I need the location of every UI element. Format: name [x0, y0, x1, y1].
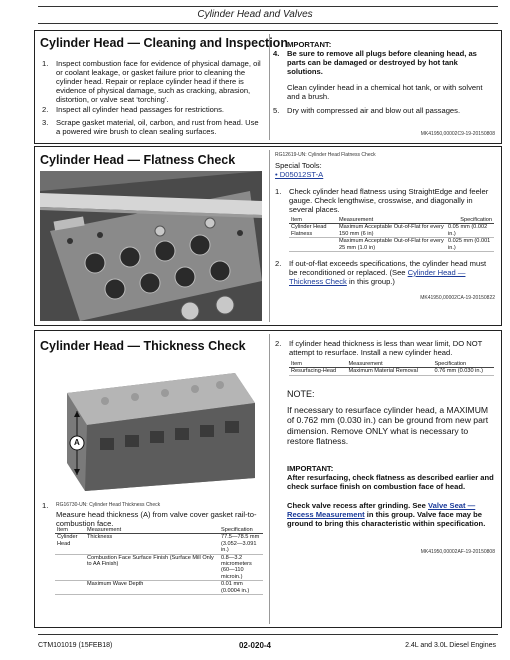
- resurfacing-spec-table: [289, 361, 494, 376]
- section-thickness: [34, 330, 502, 628]
- image-caption: RG16730-UN: Cylinder Head Thickness Check: [56, 502, 161, 508]
- table-header: Specification: [446, 217, 494, 224]
- table-row: Maximum Acceptable Out-of-Flat for every 25 mm (1.0 in) 0.025 mm (0.001 in.): [289, 238, 494, 252]
- footer-rule: [38, 634, 498, 635]
- footer-manual-id: CTM101019 (15FEB18): [38, 642, 113, 649]
- flatness-spec-table: [289, 217, 494, 252]
- table-header-row: Item Measurement Specification: [289, 361, 494, 368]
- footer-page-number: 02-020-4: [238, 641, 272, 650]
- cleaning-step-4-detail: Clean cylinder head in a chemical hot tank, or with solvent and a brush.: [287, 83, 483, 101]
- section-title-cleaning: Cylinder Head — Cleaning and Inspection: [40, 36, 288, 50]
- cleaning-step-2: 2. Inspect all cylinder head passages for restrictions.: [42, 105, 224, 114]
- cleaning-step-5: 5. Dry with compressed air and blow out all passages.: [273, 106, 461, 115]
- table-header: Item: [289, 217, 337, 224]
- header-rule-bottom: [38, 23, 498, 24]
- cleaning-step-4: 4. Be sure to remove all plugs before cleaning head, as parts can be damaged or destroyed by hot tank solutions.: [273, 49, 477, 76]
- column-divider: [269, 150, 270, 322]
- important-label: IMPORTANT:: [285, 40, 332, 49]
- cleaning-step-1: 1. Inspect combustion face for evidence of physical damage, oil or coolant leakage, or gasket failure prior to cleaning the cylinder head. Repair or replace cylinder head if there is evidence of physical damage, such as cracking, abrasion, distortion, or valve seat ‘torching’.: [42, 59, 261, 104]
- doc-reference: MK41950,00002C9-19-20150808: [420, 131, 495, 137]
- table-row: Cylinder Head Flatness Maximum Acceptable Out-of-Flat for every 150 mm (6 in) 0.05 mm (0.002 in.): [289, 224, 494, 238]
- flatness-step-1: 1. Check cylinder head flatness using StraightEdge and feeler gauge. Check lengthwise, crosswise, and diagonally in several places.: [275, 187, 489, 214]
- table-header-row: [289, 217, 494, 224]
- table-row: Combustion Face Surface Finish (Surface Mill Only to AA Finish) 0.8—3.2 micrometers (60—110 microin.): [55, 554, 263, 581]
- footer-engine-name: 2.4L and 3.0L Diesel Engines: [405, 642, 496, 649]
- flatness-check-image: [40, 171, 262, 321]
- cylinder-head-side-illustration: [55, 363, 260, 493]
- table-header-row: Item Measurement Specification: [55, 527, 263, 534]
- important-label: IMPORTANT:: [287, 464, 334, 473]
- cylinder-head-straightedge-illustration: [40, 171, 262, 321]
- table-row: Cylinder Head Thickness 77.5—78.5 mm (3.052—3.091 in.): [55, 534, 263, 554]
- column-divider: [269, 334, 270, 624]
- table-header: Measurement: [337, 217, 446, 224]
- table-row: Resurfacing-Head Maximum Material Removal 0.76 mm (0.030 in.): [289, 368, 494, 375]
- important-text-valve-recess: Check valve recess after grinding. See Valve Seat — Recess Measurement in this group. Valve face may be ground to bring this characteristic within specification.: [287, 501, 486, 528]
- thickness-step-2: 2. If cylinder head thickness is less than wear limit, DO NOT attempt to resurface. Install a new cylinder head.: [275, 339, 483, 357]
- image-caption: RG12619-UN: Cylinder Head Flatness Check: [275, 152, 376, 158]
- thickness-spec-table: [55, 527, 263, 595]
- note-text: If necessary to resurface cylinder head, a MAXIMUM of 0.762 mm (0.030 in.) can be ground from new part dimension. Remove ONLY what is necessary to restore flatness.: [287, 405, 489, 447]
- doc-reference: MK41950,00002AF-19-20150808: [420, 549, 495, 555]
- tool-link[interactable]: • D05012ST-A: [275, 170, 324, 179]
- section-cleaning: [34, 30, 502, 144]
- flatness-step-2: 2. If out-of-flat exceeds specifications, the cylinder head must be reconditioned or replaced. (See Cylinder Head — Thickness Check in this group.): [275, 259, 487, 286]
- note-label: NOTE:: [287, 389, 315, 399]
- section-flatness: [34, 146, 502, 326]
- thickness-step-1: 1. RG16730-UN: Cylinder Head Thickness Check Measure head thickness (A) from valve cover gasket rail-to-combustion face.: [42, 501, 264, 528]
- section-title-flatness: Cylinder Head — Flatness Check: [40, 153, 236, 167]
- section-title-thickness: Cylinder Head — Thickness Check: [40, 339, 246, 353]
- page-title: Cylinder Head and Valves: [197, 9, 313, 20]
- thickness-check-image: [55, 363, 260, 493]
- valve-seat-recess-link[interactable]: Valve Seat — Recess Measurement: [287, 501, 476, 519]
- doc-reference: MK41950,00002CA-19-20150822: [420, 295, 495, 301]
- special-tools-label: Special Tools:: [275, 161, 322, 170]
- header-rule-top: [38, 6, 498, 7]
- important-text: After resurfacing, check flatness as described earlier and check surface finish on combustion face of head.: [287, 473, 494, 491]
- callout-label: A: [74, 438, 80, 447]
- table-row: Maximum Wave Depth 0.01 mm (0.0004 in.): [55, 581, 263, 595]
- thickness-check-link[interactable]: Cylinder Head — Thickness Check: [289, 268, 466, 286]
- cleaning-step-3: 3. Scrape gasket material, oil, carbon, and rust from head. Use a powered wire brush to clean sealing surfaces.: [42, 118, 259, 136]
